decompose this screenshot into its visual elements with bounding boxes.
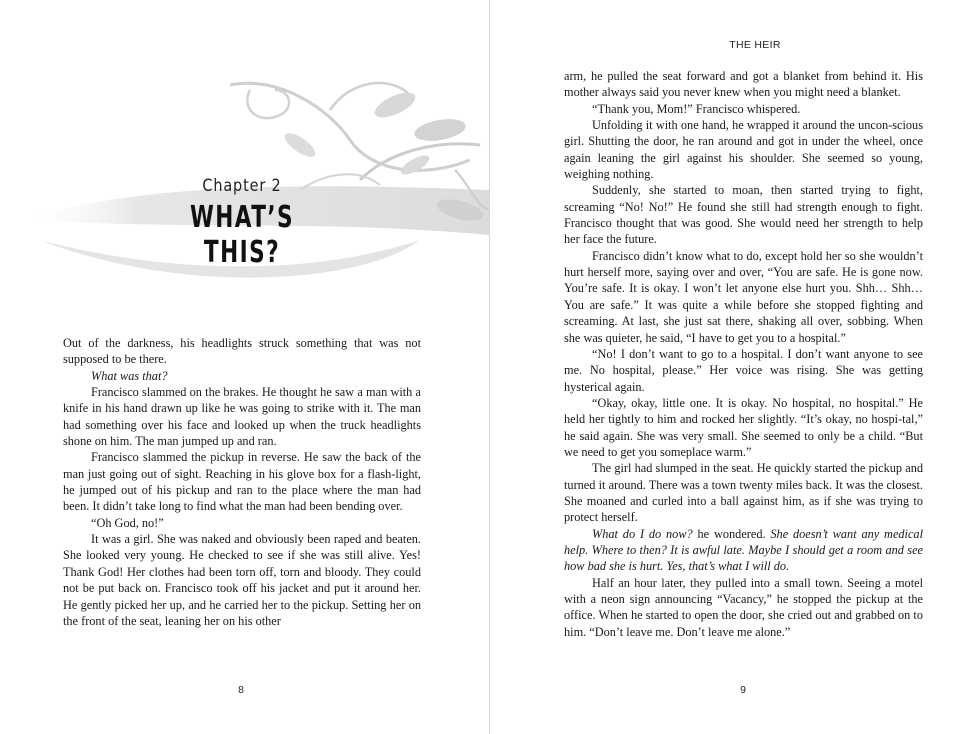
plain-text: he wondered.: [692, 526, 771, 541]
paragraph: arm, he pulled the seat forward and got a blanket from behind it. His mother always said you never knew when you might need a blanket.: [564, 69, 923, 100]
paragraph: Out of the darkness, his headlights struck something that was not supposed to be there.: [63, 336, 421, 367]
chapter-title: WHAT’S THIS?: [189, 200, 295, 270]
paragraph: Francisco didn’t know what to do, except hold her so she wouldn’t hurt herself more, saying over and over, “You are safe. He is gone now. You’re safe. It is okay. I won’t let anyone else hurt you. Shh… Shh…You are safe.” It was quite a while before she stopped fighting and screaming. At last, she just sat there, shaking all over, sobbing. When she was quieter, he said, “I have to get you to a hospital.”: [564, 248, 923, 345]
paragraph: Unfolding it with one hand, he wrapped it around the uncon-scious girl. Shutting the door, he ran around and got in under the wheel, once again leaning the girl against his shoulder. She seemed so young, weighing nothing.: [564, 118, 923, 182]
page-number: 9: [740, 684, 746, 696]
paragraph: “No! I don’t want to go to a hospital. I don’t want anyone to see me. No hospital, please.” Her voice was rising. She was getting hysterical again.: [564, 346, 923, 394]
page-number: 8: [238, 684, 244, 696]
italic-thought: She doesn’t want any medical help. Where to then? It is awful late. Maybe I should get a room and see how bad she is hurt. Yes, that’s what I will do.: [564, 526, 923, 574]
chapter-label: Chapter 2: [202, 176, 282, 196]
italic-thought: What do I do now?: [592, 526, 693, 541]
paragraph: “Oh God, no!”: [91, 515, 164, 530]
paragraph: The girl had slumped in the seat. He quickly started the pickup and turned it around. There was a town twenty miles back. It was the closest. She moaned and curled into a ball against him, as if she was trying to protect herself.: [564, 461, 923, 525]
paragraph-italic: [63, 368, 421, 384]
right-page: [490, 0, 979, 734]
paragraph: It was a girl. She was naked and obviously been raped and beaten. She looked very young. He checked to see if she was still alive. Yes! Thank God! Her clothes had been torn off, torn and bloody. They could not be put back on. Francisco took off his jacket and put it around her. He gently picked her up, and he carried her to the pickup. Setting her on the front of the seat, leaning her on his other: [63, 532, 421, 628]
paragraph: “Okay, okay, little one. It is okay. No hospital, no hospital.” He held her tightly to him and rocked her slightly. “It’s okay, no hospi-tal,” he said again. She was very small. She seemed to only be a child. “But we need to get you someplace warm.”: [564, 395, 923, 459]
paragraph: Francisco slammed on the brakes. He thought he saw a man with a knife in his hand drawn up like he was going to strike with it. The man had something over his face and looked up when the truck headlights shone on him. The man jumped up and ran.: [63, 385, 421, 449]
paragraph: Francisco slammed the pickup in reverse. He saw the back of the man just going out of sight. Reaching in his glove box for a flash-light, he jumped out of his pickup and ran to the place where the man had been. It didn’t take long to find what the man had been bending over.: [63, 450, 421, 514]
paragraph: Suddenly, she started to moan, then started trying to fight, screaming “No! No!” He found she still had strength enough to fight. Francisco thought that was good. She would need her strength to help her face the future.: [564, 183, 923, 247]
paragraph: “Thank you, Mom!” Francisco whispered.: [592, 101, 801, 116]
left-body-text: [63, 335, 421, 629]
paragraph: Half an hour later, they pulled into a small town. Seeing a motel with a neon sign announcing “Vacancy,” he stopped the pickup at the office. When he started to open the door, she cried out and grabbed on to him. “Don’t leave me. Don’t leave me alone.”: [564, 575, 923, 639]
right-body-text: [564, 68, 923, 640]
paragraph-mixed: [564, 526, 923, 575]
running-head: THE HEIR: [729, 39, 781, 51]
italic-thought: What was that?: [91, 368, 168, 383]
